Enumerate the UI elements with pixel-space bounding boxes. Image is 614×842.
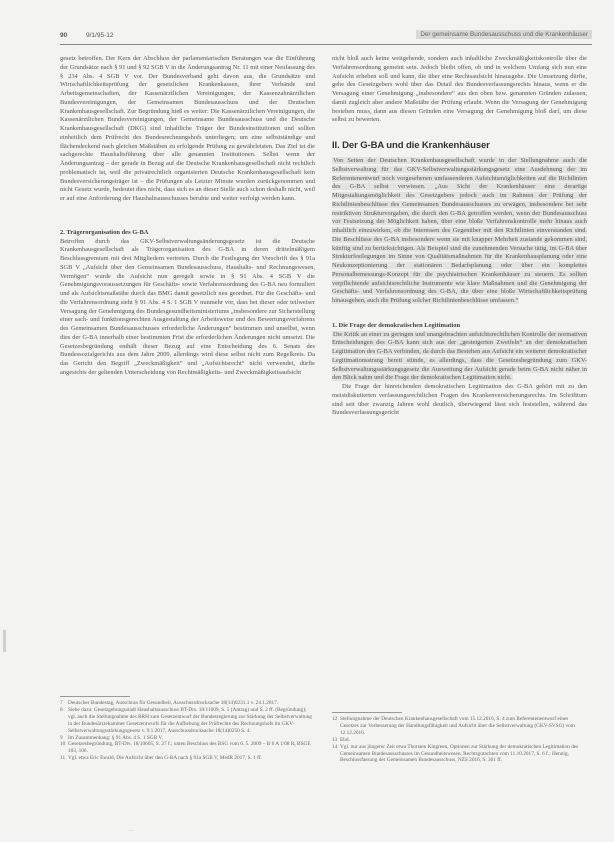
left-column <box>60 55 315 378</box>
footnote-text: Vgl. nur aus jüngerer Zeit etwa Thorsten Kingreen, Optionen zur Stärkung der demokratischen Legitimation des Gemeinsamen Bundesausschusses im Gesundheitswesen, Rechtsgutachten vom 11.10.2017, S. 6 f.; Hennig, Beschlussfassung der Gemeinsamen Bundesausschuss, NZS 2016, S. 361 ff. <box>340 743 579 764</box>
footnote-text: Gesetzesbegründung, BT-Drs. 18/10605, S. 27 f.; unten Beschluss des BSG vom 6. 5. 2009 – B 6 A 1/08 R, BSGE 103, 106. <box>68 741 311 755</box>
section-heading-demokratische-legitimation: 1. Die Frage der demokratischen Legitimation <box>332 321 461 329</box>
left-paragraph-2: Betroffen durch das GKV-Selbstverwaltungsänderungsgesetz ist die Deutsche Krankenhausgesellschaft als Trägerorganisation des G-BA in deren drittelmäßigem Beschlussgremium mit drei Mitgliedern vertreten. Durch die Festlegung der Vorschrift des § 91a SGB V „Aufsicht über den Gemeinsamen Bundesausschuss, Haushalts- und Rechnungswesen, Vermögen“ wurde die Aufsicht nun geregelt sowie in § 91 Abs. 4 SGB V die Genehmigungsvoraussetzungen für Geschäfts- sowie Verfahrensordnung des G-BA neu formuliert und als Aufsichtsmaßstäbe durch das BMG damit gesetzlich neu geordnet. Für die Geschäfts- und die Verfahrensordnung sieht § 91 Abs. 4 S. 1 SGB V nunmehr vor, dass bei dieser oder teilweiser Versagung der Genehmigung des Bundesgesundheitsministeriums „insbesondere zur Sicherstellung einer sach- und funktionsgerechten Ausgestaltung der Arbeitsweise und des Bewertungsverfahrens des Gemeinsamen Bundesausschusses erforderliche Änderungen“ bestimmen und unselbst, wenn dies der G-BA innerhalb einer bestimmten Frist die erforderlichen Änderungen nicht umsetzt. Die Gesetzesbegründung enthält dieser Bezug auf eine Entscheidung des 6. Senats des Bundessozialgerichts aus dem Jahre 2009, allerdings wird diese selbst nicht zum Regelkreis. Da das Gericht den Begriff „Zweckmäßigkeit“ und „Aufsichtsrecht“ nicht verwendet, dürfte angesichts der geltenden Unterscheidung von Rechtmäßigkeits- und Zweckmäßigkeitsaufsicht <box>60 237 315 376</box>
shaded-quote: Von Seiten der Deutschen Krankenhausgesellschaft wurde in der Stellungnahme auch die Selbstverwaltung für das GKV-Selbstverwaltungsstärkungsgesetz eine Ausdehnung der im Referentenentwurf noch vorgesehenen umfassenderen Aufsichtsmöglichkeiten auf die Richtlinien des G-BA selbst verwiesen. „Aus Sicht der Krankenhäuser eine derartige Mitgestaltungsmöglichkeit des Gesetzgebers jedoch auch im Rahmen der Prüfung der Richtlinienbeschlüsse des Gemeinsamen Bundesausschusses zu erwägen, insbesondere bei sehr restriktiven Strukturvorgaben, die durch den G-BA getroffen werden, wenn der Bundesausschuss vor Festsetzung der Möglichkeit haben, über eine bloße Verfahrenskontrolle mehr hinaus auch inhaltlich einzuwirken, ob die Interessen des Gegenüber mit den Richtlinien einverstanden sind. Die Beschlüsse des G-BA insbesondere wenn sie mit knapper Mehrheit zustande gekommen sind, künftig sind zu berücksichtigen. Als Beispiel sind die zunehmenden Versuche tätig, im G-BA über Strukturfestlegungen im Sinne von Qualitätsmaßnahmen für die Krankenhausplanung oder eine Neukonzeptionierung der stationären Bedarfsplanung oder über ein komplettes Personalbemessungs-Konzept für die psychiatrischen Krankenhäuser zu steuern. Es sollten verpflichtende aufsichtsrechtliche Instrumente wie klare Maßnahmen und die Genehmigung der Geschäfts- und Verfahrensordnung des G-BA, die über eine bloße Wirtschaftlichkeitsprüfung hinausgehen, auch die Prüfung solcher Richtlinienbeschlüsse umfassen.“ <box>332 157 587 304</box>
running-header <box>60 30 592 45</box>
running-title: Der gemeinsame Bundesausschuss und die Krankenhäuser <box>416 30 592 39</box>
page-number: 90 <box>60 32 68 39</box>
chapter-heading-g-ba-krankenhaeuser: II. Der G-BA und die Krankenhäuser <box>332 140 490 151</box>
scan-edge-mark <box>3 630 6 652</box>
footnote <box>60 700 315 707</box>
footnote <box>332 716 587 737</box>
bottom-mark: … <box>128 827 134 833</box>
footnote-text: Deutscher Bundestag, Ausschuss für Gesundheit, Ausschussdrucksache 18(14)0231.1 v. 24.1.2017. <box>68 700 279 706</box>
footnote-number: 10 <box>60 741 66 748</box>
footnote-text: Stellungnahme der Deutschen Krankenhausgesellschaft vom 15.12.2016, S. 4 zum Referentenentwurf eines Gesetzes zur Verbesserung der Handlungsfähigkeit und Aufsicht über die Selbstverwaltung (GKV-SVSG) vom 12.12.2016. <box>340 716 575 736</box>
footnote-text: Siehe dazu: Gesetzgebungsstadt Haushaltsausschuss BT-Drs. 18/11009, S. 5 (Antrag) und S. 2 ff. (Begründung); vgl. auch die Stellungnahme des BRH zum Gesetzentwurf der Bundesregierung zur Stärkung der Selbstverwaltung in der Bundesärztekammer Gesetzentwurfs für die Aufhebung der Prüfrechte des Rechnungshofs im GKV-Selbstverwaltungsstärkungsgesetz v. 9.1.2017, Ausschussdrucksache 18(14)0250 S. 4. <box>68 706 312 734</box>
running-number: 9/1/95-12 <box>86 32 114 39</box>
footnotes-right <box>332 716 587 764</box>
footnote-number: 11 <box>60 755 66 762</box>
footnote <box>332 737 587 744</box>
footnote-rule-right <box>332 712 402 713</box>
left-paragraph-1: gesetz betroffen. Der Kern der Abschluss der parlamentarischen Beratungen war die Einführung der Grundsätze nach § 91 und § 92 SGB V in die Änderungsantrag Nr. 11 mit einer Neufassung des § 234 Abs. 4 SGB V vor. Der Bundesverband geht davon aus, die Grundsätze und Wirtschaftlichkeitsprüfung der gesetzlichen Krankenkassen, ihrer Verbände und Arbeitsgemeinschaften, der Kassenärztlichen Vereinigungen, der Kassenzahnärztlichen Bundesvereinigungen, der Gemeinsamen Bundesausschuss und der Deutschen Krankenhausgesellschaft. Zur Begründung hieß es weiter: Die Kassenärztlichen Vereinigungen, die Kassenärztlichen Bundesvereinigungen, der Gemeinsame Bundesausschuss und die Deutsche Krankenhausgesellschaft (DKG) sind inhaltliche Träger der Bundesinstitutionen und sollten einheitlich dem Prüfrecht des Bundesrechnungshofs unterliegen; um eine selbstständige und flächendeckend nach gleichen Maßstäben zu erfolgende Prüfung zu gewährleisten. Das Ziel ist die sachgerechte Haushaltsführung über alle genannten Institutionen. Selbst wenn der Änderungsantrag – der gerade in Bezug auf die Deutsche Krankenhausgesellschaft nicht rechtlich problematisch ist, weil die privatrechtlich organisierten Deutsche Krankenhausgesellschaft kein Bundesversicherungsträger ist – die Prüfungen als Letzter Minute wurden zurückgenommen und nicht Gesetz wurde, bedeutet dies nicht, dass sich es an dieser Stelle auch schon deshalb nicht, weil er auf eine Anforderung der Haushaltsausschusses beruhte und weiter verfolgt werden kann. <box>60 55 315 202</box>
footnote-rule-left <box>60 696 130 697</box>
right-paragraph-1: nicht bloß auch keine weitgehende, sondern auch inhaltliche Zweckmäßigkeitskontrolle über die Verfahrensordnung gemeint sein. Jedoch bleibt offen, ob und in welchem Umfang sich nun eine Aufsicht erheben soll und kann, die über eine Rechtsaufsicht hinausgehe. Die Umsetzung dürfte, gehe des Gesetzgebers wohl über das Detail des Bundesverfassungsrechts hinaus, wenn er die Versagung einer Genehmigung „insbesondere“ aus den oben bzw. genannten Gründen zulassen, damit zugleich aber andere Maßstäbe der Prüfung erlaubt. Wenn die Versagung der Genehmigung bestehen muss, dann aus diesen Gründen eine Versagung der Genehmigung bloß darf, um diese selbst zu bewerten. <box>332 55 587 124</box>
footnote <box>60 755 315 762</box>
footnotes-left <box>60 700 315 762</box>
shaded-paragraph: Die Kritik an einer zu geringen und unangebrachten aufsichtsrechtlichen Kontrolle der normativen Entscheidungen des G-BA kann sich aus der „gesteigerten Zweifeln“ an der demokratischen Legitimation des G-BA verbinden, da durch das Bestehen aus Aufsicht ein weiterer demokratischer Legitimationsstrang bereit stünde, es allerdings, dass die Gesetzesbegründung zum GKV-Selbstverwaltungsstärkungsgesetz die Ausweitung der Aufsicht gerade beim G-BA nicht näher in den Blick nahm und die Frage der demokratischen Legitimation nicht. <box>332 330 587 382</box>
footnote-number: 9 <box>60 734 63 741</box>
footnote-number: 7 <box>60 700 63 706</box>
footnote-number: 8 <box>60 706 63 713</box>
footnote-text: Ebd. <box>340 736 350 743</box>
right-paragraph-2 <box>332 157 587 306</box>
footnote-text: Vgl. etwa Eric Ewald, Die Aufsicht über den G-BA nach § 91a SGB V, MedR 2017, S. 1 ff. <box>68 755 262 762</box>
right-paragraph-3 <box>332 331 587 384</box>
section-heading-trägerorganisation: 2. Trägerorganisation des G-BA <box>60 228 149 236</box>
footnote-number: 13 <box>332 736 338 743</box>
footnote-number: 14 <box>332 743 338 750</box>
footnote <box>332 744 587 765</box>
footnote-number: 12 <box>332 716 338 722</box>
footnote-text: Im Zusammenhang: § 91 Abs. 4 S. 1 SGB V. <box>68 734 163 741</box>
footnote <box>60 741 315 755</box>
footnote <box>60 707 315 735</box>
right-column <box>332 55 587 418</box>
right-paragraph-4: Die Frage der hinreichenden demokratischen Legitimation des G-BA gehört mit zu den meistdiskutierten verfassungsrechtlichen Fragen des Krankenversicherungsrechts. Im Schrifttum sind seit über zwanzig Jahren wohl deutlich, überwiegend lässt sich feststellen, während das Bundesverfassungsgericht <box>332 383 587 417</box>
